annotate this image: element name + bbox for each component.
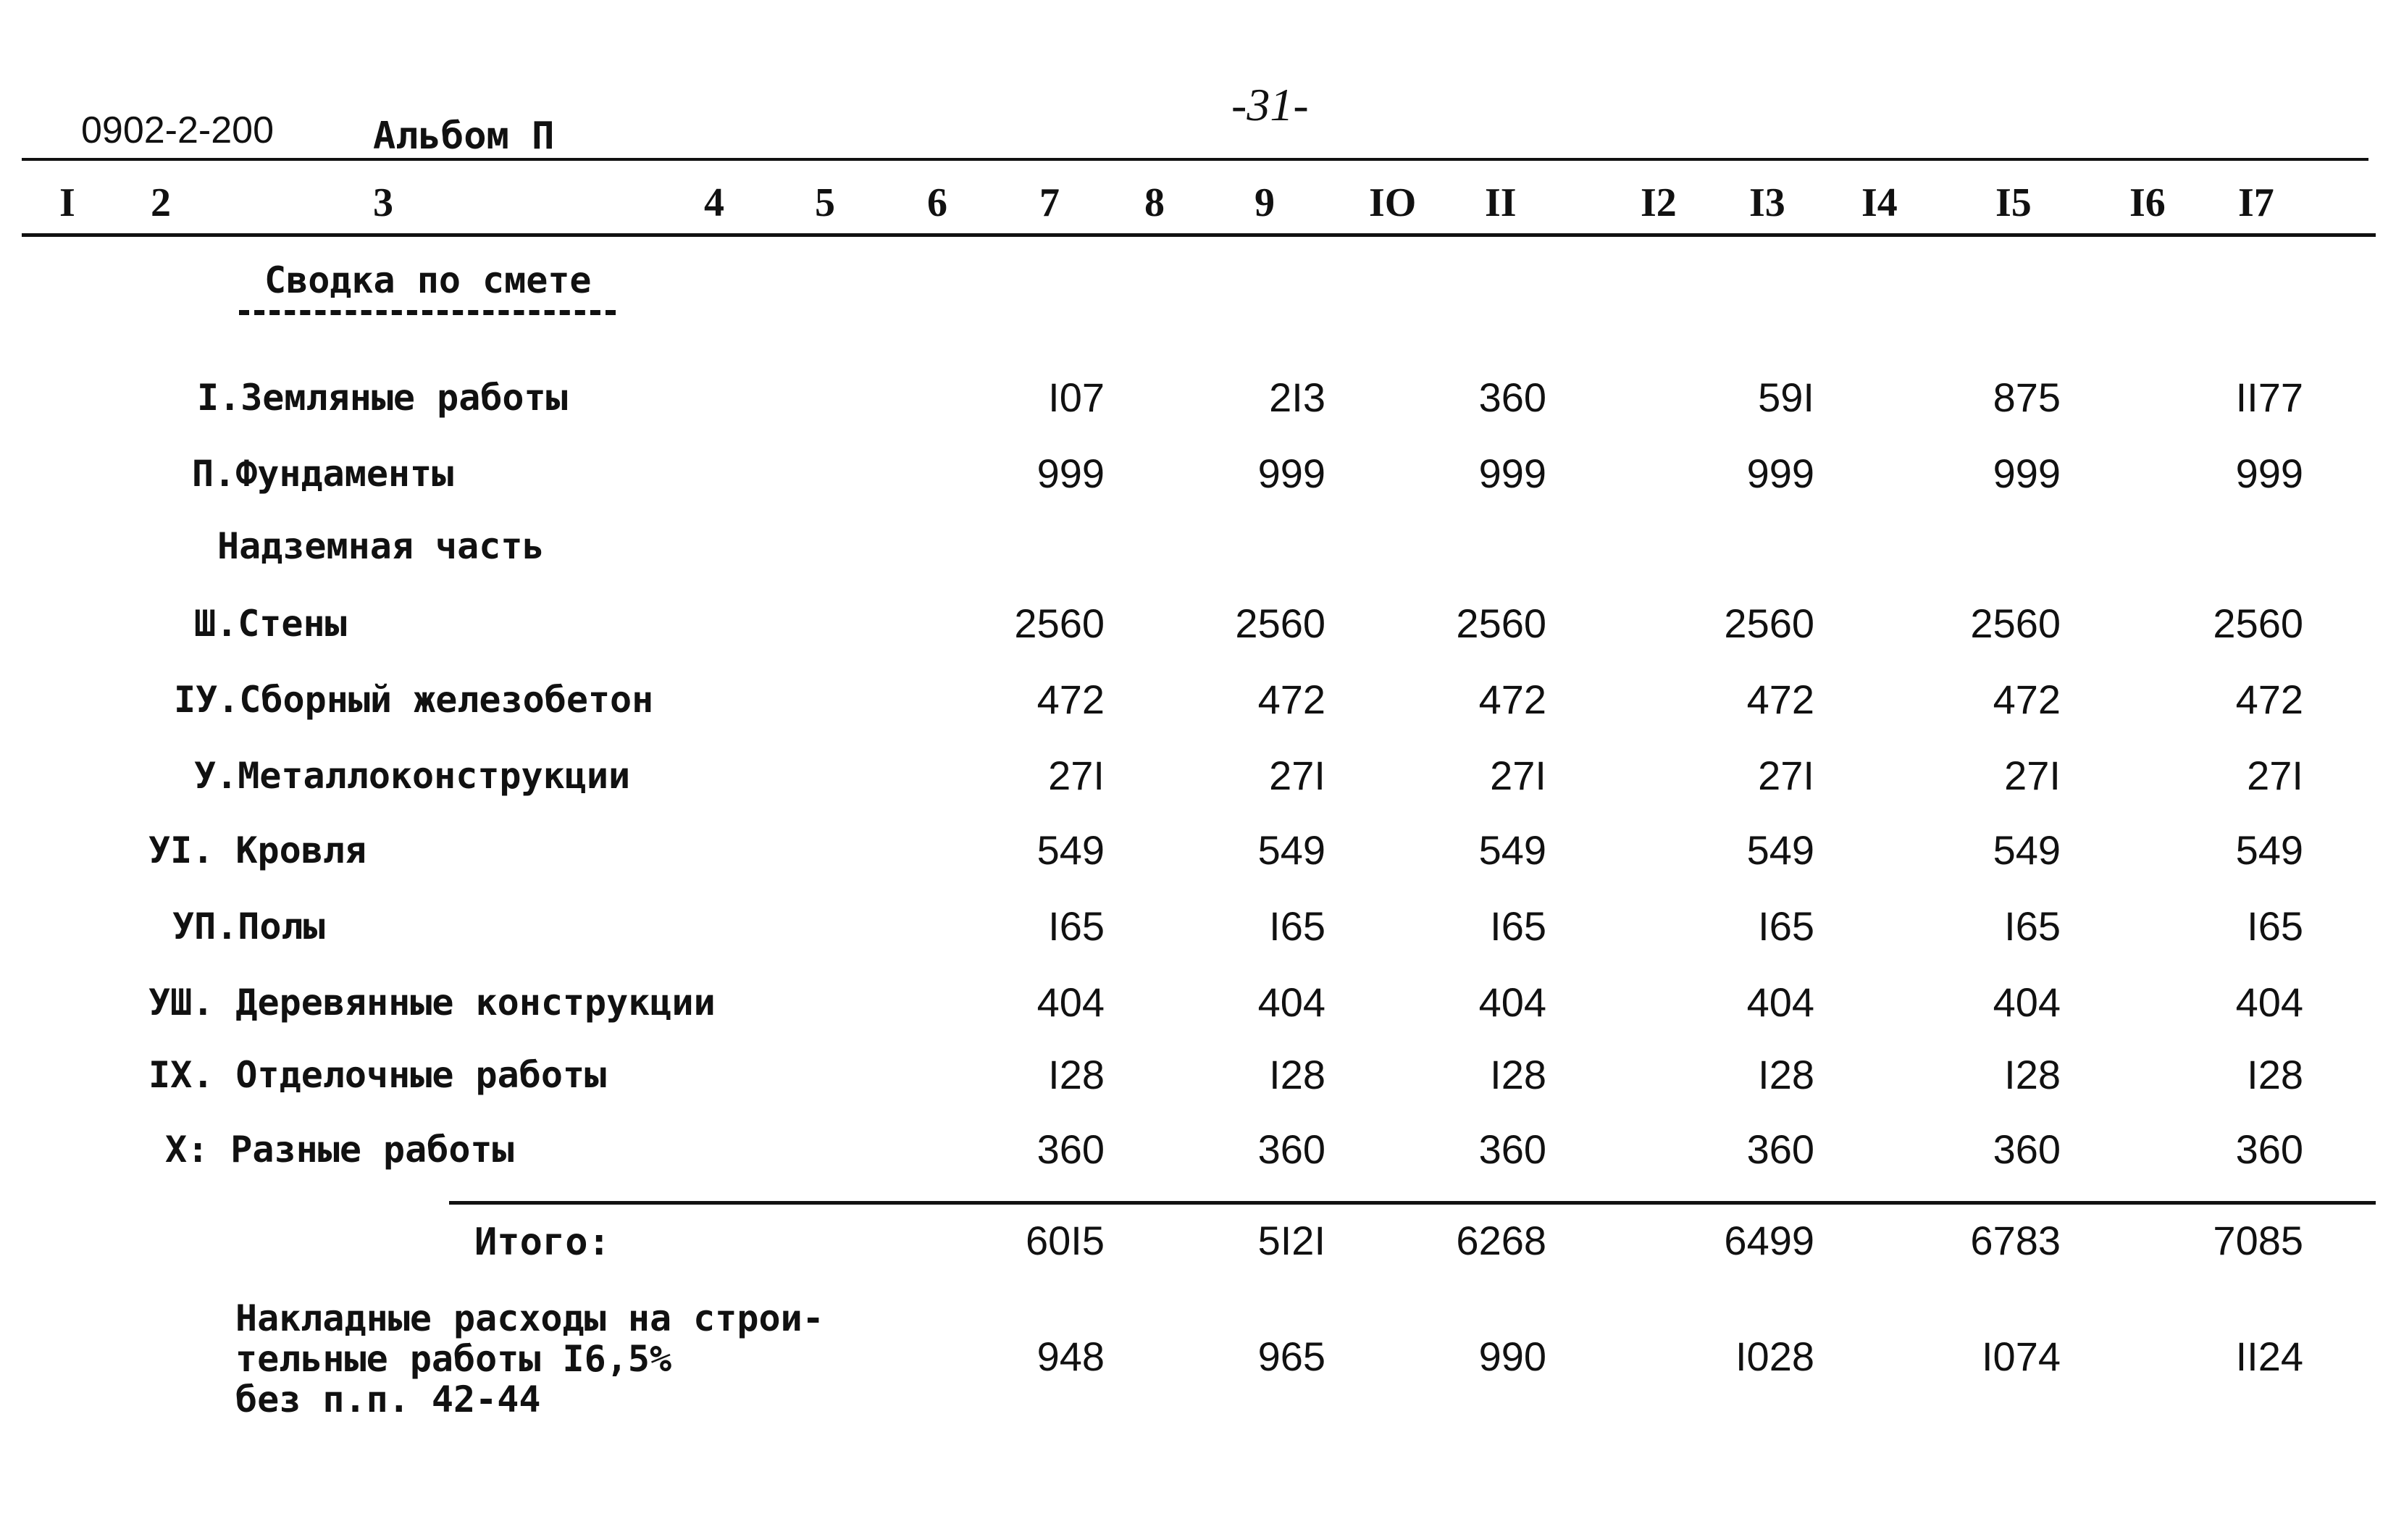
value-cell: I65 [1758, 903, 1814, 949]
value-cell: 27I [2004, 753, 2061, 798]
header-rule [22, 158, 2368, 161]
value-cell: 360 [1993, 1126, 2061, 1172]
value-cell: I65 [1048, 903, 1105, 949]
value-cell: I28 [1048, 1052, 1105, 1097]
value-cell: 404 [1257, 979, 1325, 1025]
value-cell: 2560 [1235, 600, 1325, 646]
value-cell: 360 [2235, 1126, 2303, 1172]
row-label: УП.Полы [172, 905, 325, 947]
value-cell: 549 [1746, 827, 1814, 873]
value-cell: 549 [1993, 827, 2061, 873]
value-cell: 404 [1478, 979, 1546, 1025]
column-number: I [59, 180, 75, 225]
total-rule [449, 1201, 2376, 1205]
value-cell: I074 [1982, 1334, 2061, 1379]
value-cell: 2560 [1724, 600, 1814, 646]
row-label: X: Разные работы [165, 1129, 514, 1171]
value-cell: I028 [1735, 1334, 1814, 1379]
column-number: 9 [1254, 180, 1275, 225]
section-title: Сводка по смете [264, 259, 592, 301]
overhead-label [235, 1298, 824, 1420]
value-cell: 27I [2247, 753, 2303, 798]
column-number: I2 [1641, 180, 1677, 225]
value-cell: I65 [2247, 903, 2303, 949]
value-cell: I65 [1490, 903, 1546, 949]
column-number: 7 [1039, 180, 1060, 225]
value-cell: I28 [2004, 1052, 2061, 1097]
row-label: У.Металлоконструкции [194, 755, 631, 797]
value-cell: I28 [1269, 1052, 1325, 1097]
column-number: 8 [1144, 180, 1165, 225]
value-cell: 948 [1036, 1334, 1105, 1379]
value-cell: 27I [1269, 753, 1325, 798]
value-cell: 27I [1758, 753, 1814, 798]
column-number: 3 [373, 180, 393, 225]
overhead-line: Накладные расходы на строи- [235, 1297, 824, 1339]
value-cell: 999 [1257, 451, 1325, 496]
value-cell: 999 [1993, 451, 2061, 496]
overhead-line: без п.п. 42-44 [235, 1378, 541, 1420]
value-cell: 549 [1257, 827, 1325, 873]
row-label: IУ.Сборный железобетон [174, 679, 654, 721]
title-underline [239, 310, 616, 315]
column-number: I3 [1749, 180, 1785, 225]
column-header-rule [22, 233, 2376, 237]
value-cell: 472 [2235, 677, 2303, 722]
value-cell: 999 [2235, 451, 2303, 496]
overhead-line: тельные работы I6,5% [235, 1338, 672, 1380]
column-number: II [1485, 180, 1517, 225]
value-cell: 360 [1036, 1126, 1105, 1172]
value-cell: 360 [1478, 1126, 1546, 1172]
total-label: Итого: [474, 1221, 611, 1264]
value-cell: 472 [1478, 677, 1546, 722]
document-code: 0902-2-200 [81, 109, 274, 151]
value-cell: 60I5 [1026, 1218, 1105, 1263]
value-cell: 2560 [1014, 600, 1105, 646]
column-number: 6 [927, 180, 947, 225]
row-label: IX. Отделочные работы [148, 1054, 607, 1096]
column-number: I5 [1995, 180, 2032, 225]
row-label: П.Фундаменты [192, 453, 454, 495]
value-cell: 472 [1746, 677, 1814, 722]
value-cell: II77 [2235, 374, 2303, 420]
value-cell: 360 [1746, 1126, 1814, 1172]
row-label: Ш.Стены [194, 603, 347, 645]
value-cell: 472 [1993, 677, 2061, 722]
value-cell: 2I3 [1269, 374, 1325, 420]
value-cell: 404 [2235, 979, 2303, 1025]
column-number: I4 [1861, 180, 1898, 225]
value-cell: 404 [1746, 979, 1814, 1025]
album-label: Альбом П [373, 114, 555, 158]
value-cell: 404 [1036, 979, 1105, 1025]
value-cell: I28 [1758, 1052, 1814, 1097]
value-cell: 6268 [1456, 1218, 1546, 1263]
value-cell: 7085 [2213, 1218, 2303, 1263]
value-cell: II24 [2235, 1334, 2303, 1379]
column-number: 4 [704, 180, 724, 225]
value-cell: 59I [1758, 374, 1814, 420]
page-number: -31- [1231, 79, 1309, 130]
value-cell: 999 [1036, 451, 1105, 496]
column-number: 2 [151, 180, 171, 225]
column-number: I7 [2238, 180, 2274, 225]
column-number: 5 [815, 180, 835, 225]
value-cell: 6783 [1970, 1218, 2061, 1263]
value-cell: 404 [1993, 979, 2061, 1025]
value-cell: 549 [2235, 827, 2303, 873]
value-cell: I65 [1269, 903, 1325, 949]
value-cell: 965 [1257, 1334, 1325, 1379]
value-cell: 5I2I [1257, 1218, 1325, 1263]
value-cell: 999 [1478, 451, 1546, 496]
column-number: I6 [2129, 180, 2166, 225]
row-label: I.Земляные работы [197, 377, 568, 419]
value-cell: 549 [1036, 827, 1105, 873]
row-label: УШ. Деревянные конструкции [148, 982, 716, 1024]
value-cell: 990 [1478, 1334, 1546, 1379]
value-cell: 472 [1257, 677, 1325, 722]
value-cell: 360 [1478, 374, 1546, 420]
value-cell: I28 [2247, 1052, 2303, 1097]
value-cell: 27I [1490, 753, 1546, 798]
value-cell: 2560 [1970, 600, 2061, 646]
value-cell: I65 [2004, 903, 2061, 949]
value-cell: 875 [1993, 374, 2061, 420]
value-cell: 549 [1478, 827, 1546, 873]
subheading: Надземная часть [217, 525, 545, 567]
value-cell: 472 [1036, 677, 1105, 722]
value-cell: I07 [1048, 374, 1105, 420]
value-cell: 360 [1257, 1126, 1325, 1172]
row-label: УI. Кровля [148, 829, 367, 871]
value-cell: 2560 [1456, 600, 1546, 646]
value-cell: 999 [1746, 451, 1814, 496]
value-cell: 6499 [1724, 1218, 1814, 1263]
value-cell: 27I [1048, 753, 1105, 798]
value-cell: 2560 [2213, 600, 2303, 646]
value-cell: I28 [1490, 1052, 1546, 1097]
column-number: IO [1369, 180, 1417, 225]
